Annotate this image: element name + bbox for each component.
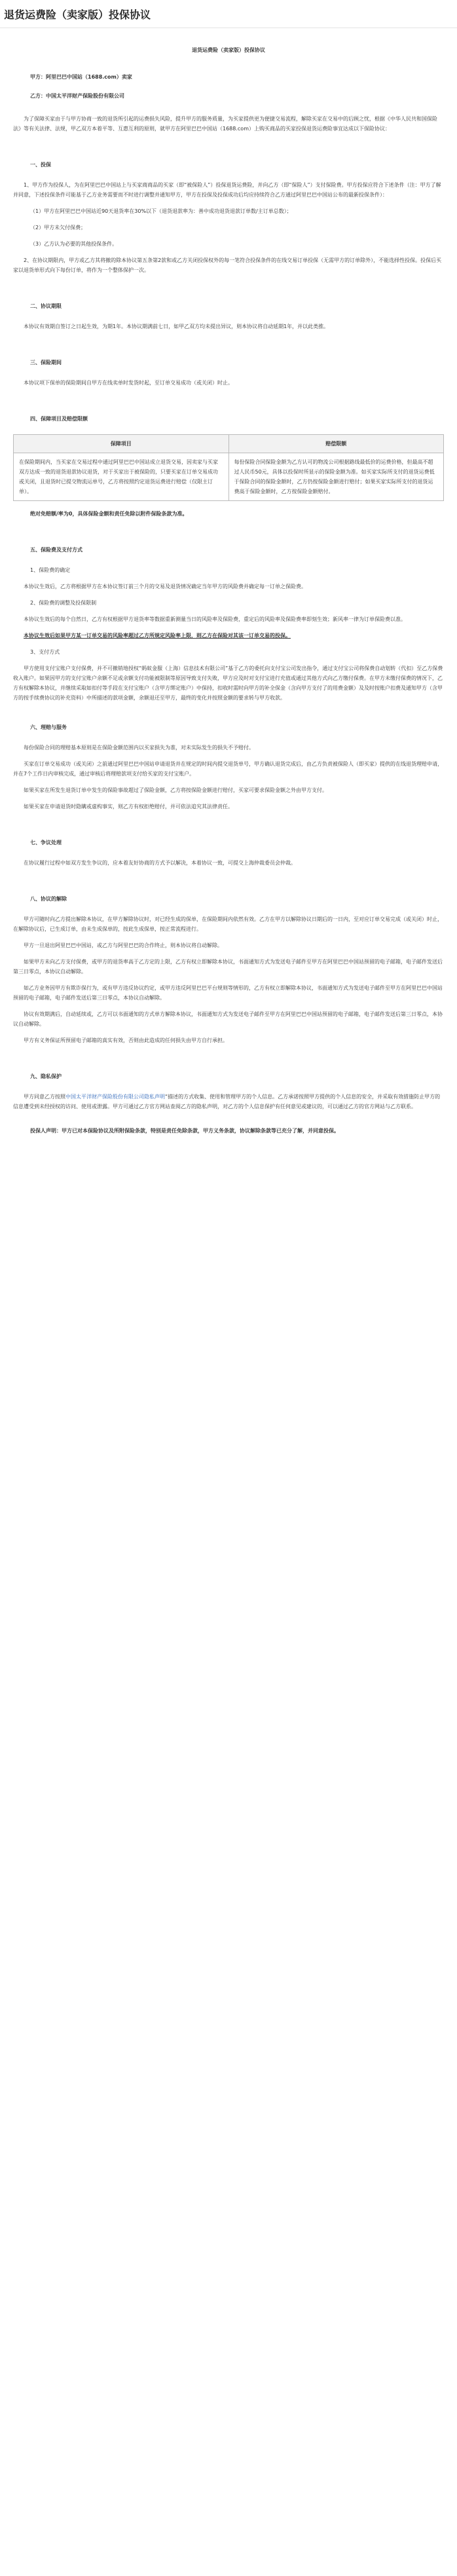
section-1-title: 一、投保 (30, 162, 51, 168)
section-3-title: 三、保险期间 (30, 360, 62, 365)
section-8-title: 八、协议的解除 (30, 896, 67, 902)
section-8-para-1: 甲方可随时向乙方提出解除本协议，在甲方解除协议时，对已经生成的保单，在保险期间内依然有效。乙方在甲方以解除协议日期后的一日内，至对应订单交易完成（或关闭）时止，在解除协议后，已生成订单，由未生成保单的，按此生成保单，按正常流程进行。 (13, 916, 443, 932)
section-1-para-2: 2、在协议期限内，甲方或乙方其将撤的除本协议第五条第2款和或乙方关闭投保权外的每一笔符合投保条件的在线交易订单投保（无需甲方的订单除外），不能选择性投保。投保后买家以退货单形式向下每份订单，将作为一个整体保护一次。 (13, 257, 442, 273)
table-cell-limit: 每份保险合同保险金额为乙方认可的物流公司根据路线最低价的运费价格，但最高不超过人民币50元，具体以投保时所显示的保险金额为准。如买家实际所支付的退货运费低于保险合同的保险金额时，乙方仍按保险金额进行赔付；如果买家实际所支付的退货运费高于保险金额时，乙方按保险金额赔付。 (228, 453, 444, 501)
section-9-title: 九、隐私保护 (30, 1073, 62, 1079)
section-8-para-3: 如果甲方未向乙方支付保费，或甲方的退货率高于乙方定的上限，乙方有权立即解除本协议，书面通知方式为发送电子邮件至甲方在阿里巴巴中国站预留的电子邮箱，电子邮件发送后第三日零点，本协议自动解除。 (13, 959, 443, 975)
agreement-content (0, 45, 457, 1136)
policyholder-declaration: 投保人声明：甲方已对本保险协议及所附保险条款，特别是责任免除条款，甲方义务条款，协议解除条款等已充分了解，并同意投保。 (30, 1128, 339, 1134)
section-5-title: 五、保险费及支付方式 (30, 547, 82, 553)
section-2-para: 本协议有效期自签订之日起生效，为期1年。本协议期满前七日，如甲乙双方均未提出异议，则本协议将自动延期1年，并以此类推。 (24, 324, 329, 329)
section-8-para-2: 甲方一旦退出阿里巴巴中国站，或乙方与阿里巴巴的合作终止，则本协议将自动解除。 (24, 943, 223, 948)
deductible-note: 绝对免赔额/率为0，具体保险金额和责任免除以附件保险条款为准。 (30, 511, 188, 517)
document-title: 退货运费险（卖家版）投保协议 (192, 47, 265, 53)
section-7-title: 七、争议处理 (30, 840, 62, 846)
table-header-item: 保障项目 (14, 435, 229, 453)
section-5-para-1: 本协议生效后，乙方将根据甲方在本协议签订前三个月的交易及退货情况确定当年甲方的风险费并确定每一订单之保险费。 (24, 584, 306, 589)
section-5-para-3: 甲方使用支付宝账户支付保费，并不可撤销地授权“蚂蚁金服（上海）信息技术有限公司”基于乙方的委托向支付宝公司发出指令，通过支付宝公司将保费自动划转（代扣）至乙方保费收入账户。如果因甲方的支付宝账户余额不足或余额支付功能被限制等原因导致支付失败，甲方应及时对支付宝进行充值或通过其他方式向乙方缴付保费。在甲方未缴付保费的情况下，乙方有权解除本协议，并继续采取如扣付等手段在支付宝账户（含甲方绑定账户）中保持，扣收时需时向甲方的补全保金（含向甲方支付了的用费金额）及及时按账户扣费及通知甲方（含甲方的按手续费协议的补充资料）中所描述的款项金额，余额退还至甲方，最终的变化并按照金额的要求转与甲方收款。 (13, 665, 443, 701)
section-1-condition-3: （3）乙方认为必要的其他投保条件。 (30, 241, 118, 247)
table-row (14, 453, 444, 501)
section-8-para-5: 协议有效期满后，自动延续或，乙方可以书面通知的方式单方解除本协议，书面通知方式为发送电子邮件至甲方在阿里巴巴中国站预留的电子邮箱，电子邮件发送后第三日零点，本协议自动解除。 (13, 1011, 443, 1027)
party-b: 乙方：中国太平洋财产保险股份有限公司 (30, 93, 124, 99)
section-1-para-1: 1、甲方作为投保人，为在阿里巴巴中国站上与买家商商品的买家（即“被保险人”）投保退货运费险，并向乙方（即“保险人”）支付保险费。甲方投保应符合下述条件（注：甲方了解并同意，下述投保条件可能基于乙方业务需要而不时进行调整并通知甲方，甲方在投保及投保成功后均应持续符合乙方通过阿里巴巴中国站公布的最新投保条件）： (13, 182, 441, 198)
privacy-post-text: “描述的方式收集、使用和管理甲方的个人信息。乙方承诺按照甲方提供的个人信息的安全，并采取有效措施防止甲方的信息遭受到未经授权的访问、使用或泄露。甲方可通过乙方官方网站查阅乙方的隐私声明，对乙方的个人信息保护有任何意见或建议的，可以通过乙方的官方网站与乙方联系。 (13, 1094, 441, 1110)
coverage-table (13, 434, 444, 501)
party-a: 甲方：阿里巴巴中国站（1688.com）卖家 (30, 74, 132, 80)
section-6-para-1: 每份保险合同的理赔基本原则是在保险金额范围内以买家损失为准，对未实际发生的损失不予赔付。 (24, 745, 254, 751)
section-9-para (13, 1092, 444, 1111)
privacy-pre-text: 甲方同意乙方按照 (24, 1094, 65, 1100)
section-5-bold-para: 本协议生效后如果甲方某一订单交易的风险率超过乙方所规定风险率上限，则乙方在保险对其该一订单交易的投保。 (24, 633, 291, 639)
intro-paragraph: 为了保障买家由于与甲方协商一致的退货所引起的运费损失风险，提升甲方的服务质量，为买家提供更为便捷交易流程，解除买家在交易中的后顾之忧，根据《中华人民共和国保险法》等有关法律、法规，甲乙双方本着平等、互惠互利的原则，就甲方在阿里巴巴中国站（1688.com）上购买商品的买家投保退货运费险事宜达成以下保险协议： (13, 116, 437, 132)
section-1-condition-2: （2）甲方未欠付保费； (30, 225, 86, 231)
section-5-para-2: 本协议生效后的每个自然日，乙方有权根据甲方退货率等数据重新测量当日的风险率及保险费，重定后的风险率及保险费率即刻生效；新风率一律为订单保险费以准。 (24, 616, 406, 622)
table-cell-coverage: 在保险期间内，当买家在交易过程中通过阿里巴巴中国站成立退货交易，因卖家与买家双方达成一致的退货退款协议退货，对于买家出于被保险的，只要买家在订单交易成功或关闭，且退货时已提交物流运单号，乙方将按照约定退货运费进行赔偿（仅限主订单）。 (14, 453, 229, 501)
section-4-title: 四、保障项目及赔偿限额 (30, 416, 88, 422)
section-6-title: 六、理赔与服务 (30, 724, 67, 730)
section-5-sub-1: 1、保险费的确定 (30, 567, 71, 573)
section-3-para: 本协议项下保单的保险期间自甲方在线卖单时发货时起，至订单交易成功（或关闭）时止。 (24, 380, 233, 386)
section-8-para-4: 如乙方业务因甲方有欺诈保行为，或有甲方违反协议约定，或甲方违反阿里巴巴平台规则等情形的，乙方有权立即解除本协议，书面通知方式为发送电子邮件至甲方在阿里巴巴中国站预留的电子邮箱，电子邮件发送后第三日零点，本协议自动解除。 (13, 985, 443, 1001)
section-6-para-4: 如果买家在申请退货时隐瞒或虚构事实，则乙方有权拒绝赔付，并可依法追究其法律责任。 (24, 804, 233, 810)
section-2-title: 二、协议期限 (30, 303, 62, 309)
section-6-para-2: 买家在订单交易成功（或关闭）之前通过阿里巴巴中国站申请退货并在规定的时间内提交退货单号，甲方确认退货完成后，由乙方负责被保险人（即买家）提供的在线退货理赔申请，并在7个工作日内审核完成，通过审核后将理赔款项支付给买家的支付宝账户。 (13, 761, 443, 777)
section-1-condition-1: （1）甲方在阿里巴巴中国站近90天退货率在30%以下（退货退款率为：善中成功退货退款订单数/主订单总数）； (30, 208, 292, 214)
section-7-para: 在协议履行过程中如双方发生争议的，应本着友好协商的方式予以解决，本着协议一致，可提交上海仲裁委员会仲裁。 (24, 860, 296, 866)
page-title: 退货运费险（卖家版）投保协议 (4, 9, 151, 21)
section-5-sub-3: 3、支付方式 (30, 649, 60, 655)
table-header-limit: 赔偿限额 (228, 435, 444, 453)
privacy-statement-link[interactable]: 中国太平洋财产保险股份有限公司隐私声明 (65, 1094, 165, 1100)
section-8-para-6: 甲方有义务保证所预留电子邮箱的真实有效，否则由此造成的任何损失由甲方自行承担。 (24, 1037, 228, 1043)
section-6-para-3: 如果买家在所发生退货订单中发生的保险事故超过了保险金额，乙方将按保险金额进行赔付，买家可要求保险金额之外由甲方支付。 (24, 787, 327, 793)
section-5-sub-2: 2、保险费的调整及投保限制 (30, 600, 97, 606)
